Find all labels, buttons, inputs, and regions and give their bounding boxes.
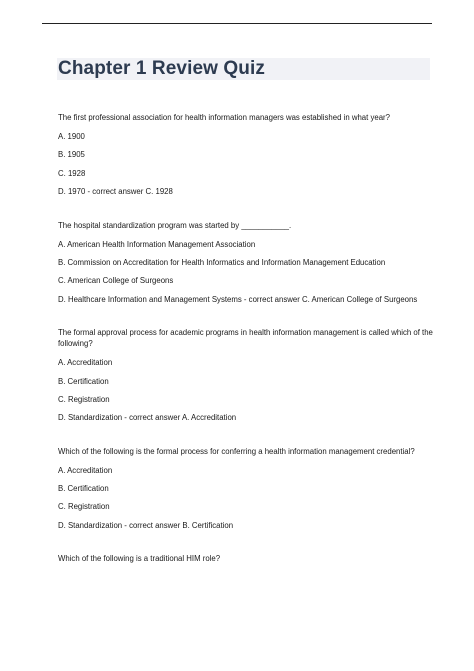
page-title: Chapter 1 Review Quiz (58, 58, 265, 79)
answer-option: C. American College of Surgeons (58, 276, 174, 286)
question-text: The hospital standardization program was started by ___________. (58, 220, 292, 230)
answer-option: A. 1900 (58, 132, 85, 141)
answer-option: B. Commission on Accreditation for Health Informatics and Information Management Education (58, 257, 386, 267)
answer-option: B. Certification (58, 376, 109, 386)
answer-option: A. Accreditation (58, 358, 113, 368)
question-text: The first professional association for health information managers was established in what year? (58, 113, 390, 122)
answer-option: D. 1970 - correct answer C. 1928 (58, 187, 173, 197)
answer-option: D. Standardization - correct answer B. Certification (58, 520, 234, 530)
question-5 (58, 553, 436, 564)
answer-option: A. Accreditation (58, 465, 113, 475)
top-divider (42, 23, 432, 24)
answer-option: C. Registration (58, 394, 110, 404)
question-text: Which of the following is a traditional HIM role? (58, 554, 221, 564)
answer-option: A. American Health Information Management Association (58, 239, 256, 249)
question-1 (58, 112, 436, 197)
quiz-content (58, 112, 436, 572)
answer-option: B. Certification (58, 484, 109, 494)
answer-option: D. Healthcare Information and Management Systems - correct answer C. American College of Surgeons (58, 294, 418, 304)
question-text: Which of the following is the formal process for conferring a health information management credential? (58, 446, 415, 456)
answer-option: C. 1928 (58, 168, 86, 178)
answer-option: D. Standardization - correct answer A. Accreditation (58, 413, 237, 423)
question-3 (58, 327, 436, 423)
question-4 (58, 446, 436, 531)
question-2 (58, 220, 436, 305)
answer-option: B. 1905 (58, 150, 85, 160)
question-text: The formal approval process for academic programs in health information management is called which of the following? (58, 328, 433, 349)
answer-option: C. Registration (58, 502, 110, 512)
